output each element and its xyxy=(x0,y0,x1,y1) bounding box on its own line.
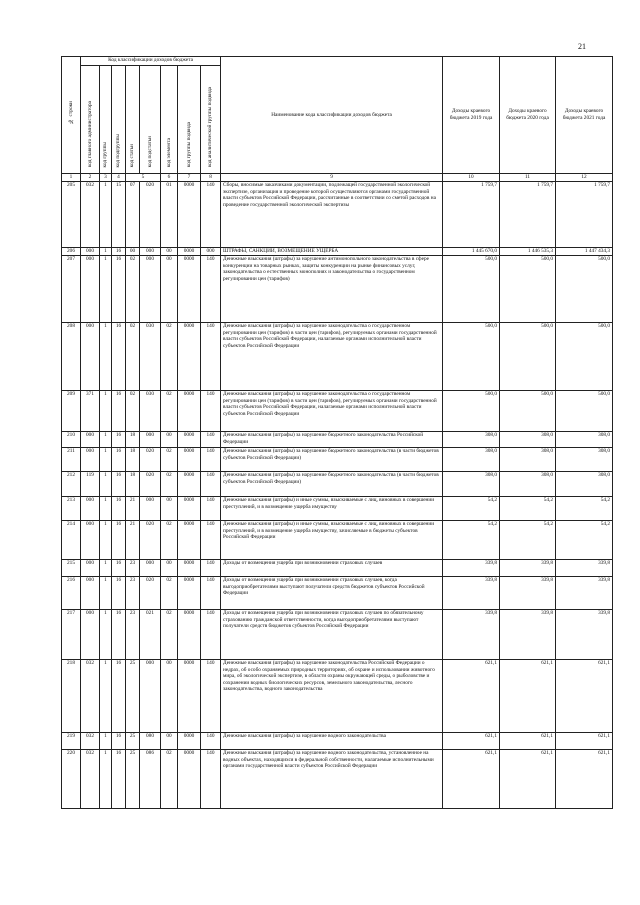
analytic-group-code: 140 xyxy=(201,660,221,733)
table-row xyxy=(62,432,613,448)
article-code: 02 xyxy=(126,256,140,323)
element-code: 02 xyxy=(161,448,178,472)
value-2020: 1 446 535,3 xyxy=(500,248,556,256)
value-2020: 621,1 xyxy=(500,750,556,809)
element-code: 00 xyxy=(161,497,178,521)
article-code: 25 xyxy=(126,733,140,750)
analytic-group-code: 140 xyxy=(201,577,221,610)
analytic-group-code: 140 xyxy=(201,391,221,432)
subarticle-code: 030 xyxy=(140,391,161,432)
subgroup-code: 16 xyxy=(112,610,126,660)
value-2021: 621,1 xyxy=(556,750,613,809)
group-code: 1 xyxy=(100,560,112,577)
element-code: 02 xyxy=(161,610,178,660)
admin-code: 000 xyxy=(81,610,100,660)
element-code: 02 xyxy=(161,391,178,432)
value-2019: 308,0 xyxy=(443,472,500,497)
group-code: 1 xyxy=(100,750,112,809)
table-row xyxy=(62,560,613,577)
row-number: 209 xyxy=(62,391,81,432)
element-code: 02 xyxy=(161,577,178,610)
value-2021: 1 447 434,3 xyxy=(556,248,613,256)
element-code: 02 xyxy=(161,521,178,560)
col-number: 1 xyxy=(62,174,81,182)
admin-code: 000 xyxy=(81,248,100,256)
value-2020: 54,2 xyxy=(500,497,556,521)
table-row xyxy=(62,660,613,733)
element-code: 02 xyxy=(161,472,178,497)
row-number: 220 xyxy=(62,750,81,809)
subgroup-code: 16 xyxy=(112,432,126,448)
income-name: Денежные взыскания (штрафы) за нарушение бюджетного законодательства Российской Федерации xyxy=(221,432,443,448)
value-2021: 621,1 xyxy=(556,733,613,750)
subtype-group-code: 0000 xyxy=(178,560,201,577)
income-name: Доходы от возмещения ущерба при возникновении страховых случаев, когда выгодоприобретателями выступают получатели средств бюджетов субъектов Российской Федерации xyxy=(221,577,443,610)
value-2019: 500,0 xyxy=(443,323,500,391)
value-2020: 621,1 xyxy=(500,733,556,750)
income-name: Денежные взыскания (штрафы) за нарушение водного законодательства xyxy=(221,733,443,750)
value-2020: 308,0 xyxy=(500,432,556,448)
subcol-subarticle-header: код подстатьи xyxy=(140,66,161,174)
group-code: 1 xyxy=(100,472,112,497)
income-name: Денежные взыскания (штрафы) за нарушение законодательства о государственном регулировании цен (тарифов) в части цен (тарифов), регулируемых органами государственной власти субъектов Российской Федерации, налагаемые органами исполнительной власти субъектов Российской Федерации xyxy=(221,323,443,391)
value-2019: 339,8 xyxy=(443,560,500,577)
row-number: 216 xyxy=(62,577,81,610)
subarticle-code: 000 xyxy=(140,432,161,448)
subgroup-code: 16 xyxy=(112,660,126,733)
analytic-group-code: 140 xyxy=(201,610,221,660)
income-name: Денежные взыскания (штрафы) за нарушение водного законодательства, установленное на водных объектах, находящихся в федеральной собственности, налагаемые исполнительными органами государственной власти субъектов Российской Федерации xyxy=(221,750,443,809)
admin-code: 000 xyxy=(81,323,100,391)
group-code: 1 xyxy=(100,610,112,660)
subtype-group-code: 0000 xyxy=(178,497,201,521)
group-code: 1 xyxy=(100,391,112,432)
subtype-group-code: 0000 xyxy=(178,577,201,610)
analytic-group-code: 140 xyxy=(201,182,221,248)
col-number: 12 xyxy=(556,174,613,182)
article-code: 25 xyxy=(126,660,140,733)
value-2019: 500,0 xyxy=(443,391,500,432)
element-code: 02 xyxy=(161,323,178,391)
admin-code: 000 xyxy=(81,497,100,521)
income-name: Денежные взыскания (штрафы) за нарушение антимонопольного законодательства в сфере конкуренции на товарных рынках, защиты конкуренции на рынке финансовых услуг, законодательства о естественных монополиях и законодательства о государственном регулировании цен (тарифов) xyxy=(221,256,443,323)
row-number: 217 xyxy=(62,610,81,660)
group-code: 1 xyxy=(100,521,112,560)
subarticle-code: 000 xyxy=(140,256,161,323)
value-2021: 54,2 xyxy=(556,521,613,560)
subtype-group-code: 0000 xyxy=(178,182,201,248)
article-code: 23 xyxy=(126,560,140,577)
col-number: 4 xyxy=(112,174,126,182)
table-row xyxy=(62,472,613,497)
element-code: 00 xyxy=(161,432,178,448)
group-code: 1 xyxy=(100,577,112,610)
row-number-header: № строки xyxy=(62,57,81,174)
subtype-group-code: 0000 xyxy=(178,248,201,256)
article-code: 02 xyxy=(126,323,140,391)
row-number: 206 xyxy=(62,248,81,256)
group-code: 1 xyxy=(100,448,112,472)
subcol-article-header: код статьи xyxy=(126,66,140,174)
column-number-row xyxy=(62,174,613,182)
revenue-classification-table xyxy=(61,56,613,809)
table-row xyxy=(62,521,613,560)
group-code: 1 xyxy=(100,497,112,521)
row-number: 213 xyxy=(62,497,81,521)
article-code: 23 xyxy=(126,577,140,610)
admin-code: 371 xyxy=(81,391,100,432)
subgroup-code: 16 xyxy=(112,448,126,472)
subgroup-code: 16 xyxy=(112,750,126,809)
value-2019: 621,1 xyxy=(443,733,500,750)
group-code: 1 xyxy=(100,256,112,323)
table-row xyxy=(62,733,613,750)
table-row xyxy=(62,497,613,521)
analytic-group-code: 140 xyxy=(201,733,221,750)
admin-code: 000 xyxy=(81,432,100,448)
subgroup-code: 16 xyxy=(112,323,126,391)
year-2019-header: Доходы краевого бюджета 2019 года xyxy=(443,57,500,174)
value-2021: 621,1 xyxy=(556,660,613,733)
classification-group-header: Код классификации доходов бюджета xyxy=(81,57,221,66)
value-2021: 308,0 xyxy=(556,432,613,448)
table-row xyxy=(62,248,613,256)
subcol-subgroup-header: код подгруппы xyxy=(112,66,126,174)
subgroup-code: 15 xyxy=(112,182,126,248)
value-2019: 339,8 xyxy=(443,610,500,660)
subarticle-code: 021 xyxy=(140,610,161,660)
admin-code: 000 xyxy=(81,560,100,577)
col-number: 10 xyxy=(443,174,500,182)
subtype-group-code: 0000 xyxy=(178,610,201,660)
analytic-group-code: 140 xyxy=(201,432,221,448)
value-2019: 1 759,7 xyxy=(443,182,500,248)
value-2021: 308,0 xyxy=(556,448,613,472)
article-code: 23 xyxy=(126,610,140,660)
value-2019: 308,0 xyxy=(443,448,500,472)
table-row xyxy=(62,391,613,432)
subgroup-code: 16 xyxy=(112,521,126,560)
group-code: 1 xyxy=(100,248,112,256)
value-2019: 339,8 xyxy=(443,577,500,610)
analytic-group-code: 140 xyxy=(201,521,221,560)
table-row xyxy=(62,750,613,809)
value-2019: 500,0 xyxy=(443,256,500,323)
year-2020-header: Доходы краевого бюджета 2020 года xyxy=(500,57,556,174)
subarticle-code: 020 xyxy=(140,521,161,560)
row-number: 208 xyxy=(62,323,81,391)
col-number: 7 xyxy=(178,174,201,182)
analytic-group-code: 140 xyxy=(201,472,221,497)
value-2019: 54,2 xyxy=(443,497,500,521)
value-2020: 621,1 xyxy=(500,660,556,733)
income-name: Доходы от возмещения ущерба при возникновении страховых случаев по обязательному страхованию гражданской ответственности, когда выгодоприобретателями выступают получатели средств бюджетов субъектов Российской Федерации xyxy=(221,610,443,660)
article-code: 07 xyxy=(126,182,140,248)
group-code: 1 xyxy=(100,432,112,448)
admin-code: 000 xyxy=(81,521,100,560)
income-name: Денежные взыскания (штрафы) за нарушение бюджетного законодательства (в части бюджетов субъектов Российской Федерации) xyxy=(221,472,443,497)
analytic-group-code: 140 xyxy=(201,323,221,391)
subcol-group-header: код группы xyxy=(100,66,112,174)
value-2020: 339,8 xyxy=(500,610,556,660)
subtype-group-code: 0000 xyxy=(178,733,201,750)
subgroup-code: 16 xyxy=(112,497,126,521)
analytic-group-code: 140 xyxy=(201,560,221,577)
article-code: 18 xyxy=(126,448,140,472)
subcol-subtype-group-header: код группы подвида xyxy=(178,66,201,174)
element-code: 00 xyxy=(161,256,178,323)
value-2019: 308,0 xyxy=(443,432,500,448)
year-2021-header: Доходы краевого бюджета 2021 года xyxy=(556,57,613,174)
admin-code: 032 xyxy=(81,182,100,248)
group-code: 1 xyxy=(100,323,112,391)
subarticle-code: 020 xyxy=(140,577,161,610)
subgroup-code: 16 xyxy=(112,256,126,323)
subgroup-code: 16 xyxy=(112,248,126,256)
admin-code: 119 xyxy=(81,472,100,497)
value-2020: 1 759,7 xyxy=(500,182,556,248)
subtype-group-code: 0000 xyxy=(178,323,201,391)
subarticle-code: 000 xyxy=(140,660,161,733)
article-code: 18 xyxy=(126,432,140,448)
row-number: 215 xyxy=(62,560,81,577)
subarticle-code: 030 xyxy=(140,323,161,391)
value-2019: 1 445 670,0 xyxy=(443,248,500,256)
admin-code: 000 xyxy=(81,577,100,610)
income-name: Доходы от возмещения ущерба при возникновении страховых случаев xyxy=(221,560,443,577)
col-number: 3 xyxy=(100,174,112,182)
row-number: 214 xyxy=(62,521,81,560)
subtype-group-code: 0000 xyxy=(178,660,201,733)
subtype-group-code: 0000 xyxy=(178,521,201,560)
admin-code: 000 xyxy=(81,256,100,323)
subtype-group-code: 0000 xyxy=(178,472,201,497)
income-name: Денежные взыскания (штрафы) за нарушение законодательства о государственном регулировании цен (тарифов) в части цен (тарифов), регулируемых органами государственной власти субъектов Российской Федерации, налагаемые органами исполнительной власти субъектов Российской Федерации xyxy=(221,391,443,432)
value-2020: 308,0 xyxy=(500,448,556,472)
value-2021: 339,8 xyxy=(556,577,613,610)
col-number: 11 xyxy=(500,174,556,182)
table-row xyxy=(62,256,613,323)
subgroup-code: 16 xyxy=(112,560,126,577)
value-2020: 500,0 xyxy=(500,323,556,391)
admin-code: 000 xyxy=(81,448,100,472)
row-number: 207 xyxy=(62,256,81,323)
income-name: Денежные взыскания (штрафы) и иные суммы, взыскиваемые с лиц, виновных в совершении преступлений, и в возмещение ущерба имуществу xyxy=(221,497,443,521)
analytic-group-code: 140 xyxy=(201,256,221,323)
table-row xyxy=(62,182,613,248)
table-row xyxy=(62,577,613,610)
income-name: ШТРАФЫ, САНКЦИИ, ВОЗМЕЩЕНИЕ УЩЕРБА xyxy=(221,248,443,256)
value-2021: 1 759,7 xyxy=(556,182,613,248)
element-code: 01 xyxy=(161,182,178,248)
table-row xyxy=(62,323,613,391)
subtype-group-code: 0000 xyxy=(178,448,201,472)
admin-code: 032 xyxy=(81,660,100,733)
income-name: Денежные взыскания (штрафы) за нарушение законодательства Российской Федерации о недрах, об особо охраняемых природных территориях, об охране и использовании животного мира, об экологической экспертизе, в области охраны окружающей среды, о рыболовстве и сохранении водных биологических ресурсов, земельного законодательства, лесного законодательства, водного законодательства xyxy=(221,660,443,733)
subarticle-code: 000 xyxy=(140,497,161,521)
row-number: 205 xyxy=(62,182,81,248)
value-2021: 54,2 xyxy=(556,497,613,521)
subarticle-code: 000 xyxy=(140,248,161,256)
col-number: 6 xyxy=(161,174,178,182)
subcol-element-header: код элемента xyxy=(161,66,178,174)
col-number: 2 xyxy=(81,174,100,182)
group-code: 1 xyxy=(100,733,112,750)
subarticle-code: 020 xyxy=(140,182,161,248)
col-number: 9 xyxy=(221,174,443,182)
article-code: 00 xyxy=(126,248,140,256)
element-code: 00 xyxy=(161,248,178,256)
element-code: 00 xyxy=(161,560,178,577)
subgroup-code: 16 xyxy=(112,472,126,497)
article-code: 02 xyxy=(126,391,140,432)
subtype-group-code: 0000 xyxy=(178,256,201,323)
analytic-group-code: 000 xyxy=(201,248,221,256)
table-body xyxy=(62,182,613,809)
table-row xyxy=(62,610,613,660)
analytic-group-code: 140 xyxy=(201,497,221,521)
element-code: 00 xyxy=(161,733,178,750)
admin-code: 032 xyxy=(81,733,100,750)
subarticle-code: 000 xyxy=(140,560,161,577)
subgroup-code: 16 xyxy=(112,733,126,750)
admin-code: 032 xyxy=(81,750,100,809)
subgroup-code: 16 xyxy=(112,391,126,432)
subarticle-code: 020 xyxy=(140,472,161,497)
value-2020: 308,0 xyxy=(500,472,556,497)
value-2019: 54,2 xyxy=(443,521,500,560)
row-number: 211 xyxy=(62,448,81,472)
subcol-admin-header: код главного администратора xyxy=(81,66,100,174)
subarticle-code: 080 xyxy=(140,733,161,750)
value-2021: 500,0 xyxy=(556,323,613,391)
income-name: Денежные взыскания (штрафы) за нарушение бюджетного законодательства (в части бюджетов субъектов Российской Федерации) xyxy=(221,448,443,472)
value-2021: 500,0 xyxy=(556,391,613,432)
element-code: 00 xyxy=(161,660,178,733)
article-code: 18 xyxy=(126,472,140,497)
value-2019: 621,1 xyxy=(443,750,500,809)
page-number: 21 xyxy=(578,42,586,51)
value-2021: 339,8 xyxy=(556,610,613,660)
value-2019: 621,1 xyxy=(443,660,500,733)
table-row xyxy=(62,448,613,472)
name-column-header: Наименование кода классификации доходов бюджета xyxy=(221,57,443,174)
subtype-group-code: 0000 xyxy=(178,750,201,809)
analytic-group-code: 140 xyxy=(201,448,221,472)
income-name: Денежные взыскания (штрафы) и иные суммы, взыскиваемые с лиц, виновных в совершении преступлений, и в возмещение ущерба имуществу, зачисляемые в бюджеты субъектов Российской Федерации xyxy=(221,521,443,560)
analytic-group-code: 140 xyxy=(201,750,221,809)
subgroup-code: 16 xyxy=(112,577,126,610)
value-2020: 500,0 xyxy=(500,391,556,432)
value-2021: 339,8 xyxy=(556,560,613,577)
subarticle-code: 086 xyxy=(140,750,161,809)
subcol-analytic-group-header: код аналитической группы подвида xyxy=(201,66,221,174)
article-code: 21 xyxy=(126,497,140,521)
article-code: 25 xyxy=(126,750,140,809)
subtype-group-code: 0000 xyxy=(178,432,201,448)
value-2021: 308,0 xyxy=(556,472,613,497)
col-number: 5 xyxy=(126,174,161,182)
col-number: 8 xyxy=(201,174,221,182)
value-2020: 339,8 xyxy=(500,560,556,577)
subtype-group-code: 0000 xyxy=(178,391,201,432)
row-number: 212 xyxy=(62,472,81,497)
value-2020: 339,8 xyxy=(500,577,556,610)
row-number: 218 xyxy=(62,660,81,733)
income-name: Сборы, вносимые заказчиками документации, подлежащей государственной экологической экспертизе, организация и проведение которой осуществляются органами государственной власти субъектов Российской Федерации, рассчитанные в соответствии со сметой расходов на проведение государственной экологической экспертизы xyxy=(221,182,443,248)
row-number: 219 xyxy=(62,733,81,750)
group-code: 1 xyxy=(100,660,112,733)
element-code: 02 xyxy=(161,750,178,809)
value-2021: 500,0 xyxy=(556,256,613,323)
value-2020: 54,2 xyxy=(500,521,556,560)
row-number: 210 xyxy=(62,432,81,448)
article-code: 21 xyxy=(126,521,140,560)
value-2020: 500,0 xyxy=(500,256,556,323)
group-code: 1 xyxy=(100,182,112,248)
subarticle-code: 020 xyxy=(140,448,161,472)
